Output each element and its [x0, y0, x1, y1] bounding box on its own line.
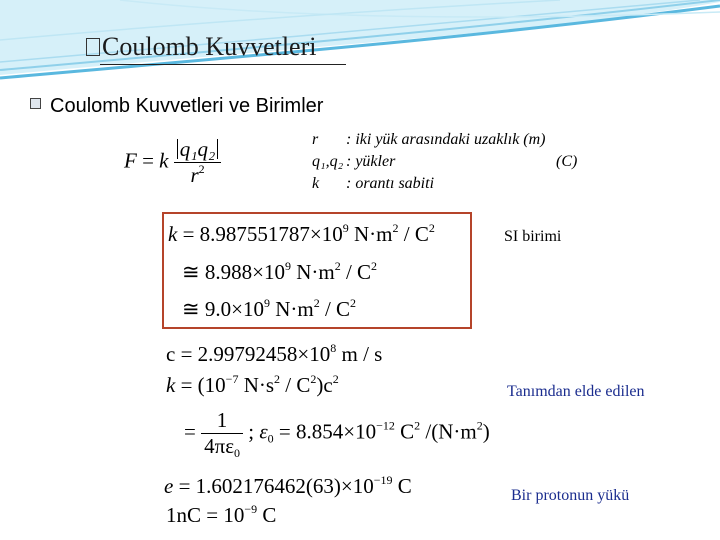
definition-q: q₁,q₂ : yükler: [312, 153, 396, 170]
electron-charge-line: $e = 1.602176462(63)\times 10^{-19}$ C: [164, 473, 412, 498]
k-value-line-3: ≅ $9.0\times 10^9$ $N\cdot m^2 / C^2$: [182, 296, 357, 321]
bullet-item: [30, 95, 323, 118]
bullet-square-icon: [30, 98, 41, 109]
formula-lhs: F: [124, 148, 137, 173]
formula-fraction: [174, 137, 222, 188]
missing-glyph-icon: [86, 38, 100, 56]
bullet-text: Coulomb Kuvvetleri ve Birimler: [50, 95, 324, 117]
k-value-line-1: $k = 8.987551787\times 10^9$ $N\cdot m^2 / C^2$: [168, 221, 435, 246]
coulomb-formula: [124, 137, 221, 188]
note-definition: Tanımdan elde edilen: [507, 383, 645, 400]
definition-q-unit: (C): [556, 153, 578, 170]
note-si-unit: SI birimi: [504, 228, 562, 245]
formula-k: k: [159, 148, 169, 173]
formula-denominator: $r^2$: [174, 162, 222, 188]
title-underline: [100, 64, 346, 65]
definition-k: k : orantı sabiti: [312, 175, 435, 192]
k-definition-line: $k = (10^{-7}$ $N\cdot s^2 / C^2)c^2$: [166, 372, 339, 397]
k-value-line-2: ≅ $8.988\times 10^9$ $N\cdot m^2 / C^2$: [182, 259, 378, 284]
nano-coulomb-line: $1nC = 10^{-9}$ C: [166, 502, 277, 527]
epsilon-fraction: $\frac{1}{4\pi\varepsilon_0}$: [201, 408, 243, 459]
note-proton-charge: Bir protonun yükü: [511, 487, 630, 504]
speed-of-light-line: $c = 2.99792458\times 10^8$ m / s: [166, 341, 383, 366]
slide-title: [86, 32, 316, 62]
epsilon-line: = $\frac{1}{4\pi\varepsilon_0}$ ; $\varepsilon_0 = 8.854\times 10^{-12}$ $C^2$ $/(N\cdot m^2)$: [184, 408, 490, 460]
definition-r: r : iki yük arasındaki uzaklık (m): [312, 131, 546, 148]
slide-title-text: Coulomb Kuvvetleri: [102, 32, 317, 61]
formula-equals: =: [142, 148, 154, 173]
formula-numerator: q₁q₂: [177, 139, 219, 159]
